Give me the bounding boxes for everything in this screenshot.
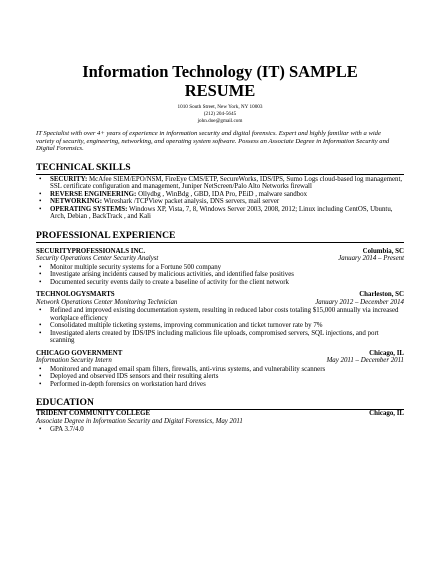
job-location: Chicago, IL [369, 349, 404, 357]
list-item: • Refined and improved existing documentation system, resulting in reduced labor costs totaling $15,000 annually via increased workplace efficiency [36, 307, 404, 322]
job-bullets [36, 366, 404, 389]
school-location: Chicago, IL [369, 410, 404, 418]
skill-item [36, 176, 404, 191]
job-dates: January 2014 – Present [338, 255, 404, 263]
company-name: SECURITYPROFESSIONALS INC. [36, 247, 146, 255]
list-item: • Investigate arising incidents caused by malicious activities, and identified false positives [36, 271, 404, 279]
skill-item [36, 198, 404, 206]
resume-title-line-1: Information Technology (IT) SAMPLE [82, 62, 358, 81]
skills-heading: TECHNICAL SKILLS [36, 161, 131, 173]
job-entry [36, 248, 404, 287]
job-entry [36, 291, 404, 345]
skill-name: SECURITY: [50, 175, 88, 183]
skills-list [36, 176, 404, 221]
list-item: • Monitor multiple security systems for a Fortune 500 company [36, 264, 404, 272]
job-location: Charleston, SC [359, 291, 404, 299]
phone: (212) 204-5645 [203, 111, 237, 117]
skill-name: OPERATING SYSTEMS: [50, 205, 128, 213]
job-title: Information Security Intern [36, 357, 112, 365]
company-name: CHICAGO GOVERNMENT [36, 349, 123, 357]
job-bullets [36, 307, 404, 345]
list-item: • Deployed and observed IDS sensors and their resulting alerts [36, 373, 404, 381]
skill-text: Wireshark /TCPView packet analysis, DNS servers, mail server [102, 198, 280, 206]
address: 1010 South Street, New York, NY 10003 [177, 104, 263, 110]
skill-item [36, 191, 404, 199]
degree: Associate Degree in Information Security and Digital Forensics, May 2011 [36, 417, 243, 425]
resume-title-line-2: RESUME [184, 81, 256, 100]
school-name: TRIDENT COMMUNITY COLLEGE [36, 410, 151, 418]
email: john.doe@gmail.com [197, 118, 243, 124]
education-bullets [36, 426, 404, 434]
section-divider [36, 242, 404, 243]
skill-item [36, 206, 404, 221]
contact-block [36, 104, 404, 125]
job-dates: May 2011 – December 2011 [326, 357, 404, 365]
gpa: • GPA 3.7/4.0 [36, 426, 404, 434]
education-heading: EDUCATION [36, 397, 94, 409]
list-item: • Performed in-depth forensics on workstation hard drives [36, 381, 404, 389]
job-title: Security Operations Center Security Analyst [36, 255, 159, 263]
skill-text: Windows XP, Vista, 7, 8, Windows Server 2003, 2008, 2012; Linux including CentOS, Ubuntu, Arch, Debian , BackTrack , and Kali [50, 205, 393, 221]
section-divider [36, 174, 404, 175]
skill-name: REVERSE ENGINEERING: [50, 190, 137, 198]
skill-name: NETWORKING: [50, 198, 103, 206]
summary-paragraph: IT Specialist with over 4+ years of experience in information security and digital forensics. Expert and highly familiar with a wide variety of security, engineering, networking, and operating system software. Possess an Associate Degree in Information Security and Digital Forensics. [36, 130, 390, 153]
list-item: • Monitored and managed email spam filters, firewalls, anti-virus systems, and vulnerability scanners [36, 366, 404, 374]
job-location: Columbia, SC [362, 247, 404, 255]
skill-text: Ollydbg , WinBdg , GBD, IDA Pro, PEiD , malware sandbox [136, 190, 308, 198]
job-bullets [36, 264, 404, 287]
list-item: • Documented security events daily to create a baseline of activity for the client network [36, 279, 404, 287]
skill-text: McAfee SIEM/EPO/NSM, FireEye CMS/ETP, SecureWorks, IDS/IPS, Sumo Logs cloud-based log management, SSL certificate configuration and management, Juniper NetScreen/Palo Alto Networks firewall [50, 175, 403, 191]
experience-heading: PROFESSIONAL EXPERIENCE [36, 229, 176, 241]
company-name: TECHNOLOGYSMARTS [36, 291, 115, 299]
job-title: Network Operations Center Monitoring Technician [36, 298, 178, 306]
job-dates: January 2012 – December 2014 [315, 298, 404, 306]
list-item: • Investigated alerts created by IDS/IPS including malicious file uploads, compromised servers, SQL injections, and port scanning [36, 330, 404, 345]
job-entry [36, 350, 404, 389]
list-item: • Consolidated multiple ticketing systems, improving communication and ticket turnover rate by 7% [36, 322, 404, 330]
